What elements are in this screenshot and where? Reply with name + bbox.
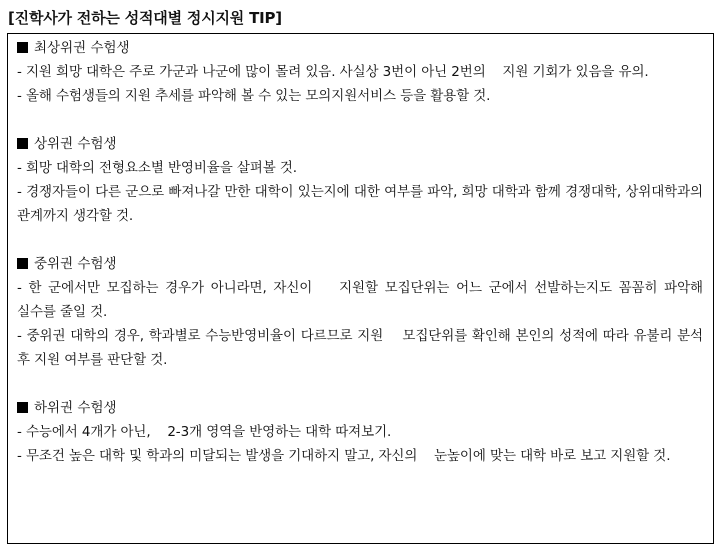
tip-item: - 희망 대학의 전형요소별 반영비율을 살펴볼 것.: [17, 160, 297, 176]
tip-item: - 무조건 높은 대학 및 학과의 미달되는 발생을 기대하지 말고, 자신의 눈높이에 맞는 대학 바로 보고 지원할 것.: [17, 448, 671, 464]
section-heading: [17, 252, 703, 276]
section-heading-label: 중위권 수험생: [34, 256, 117, 272]
section-heading-label: 최상위권 수험생: [34, 40, 130, 56]
tip-item: - 중위권 대학의 경우, 학과별로 수능반영비율이 다르므로 지원 모집단위를 확인해 본인의 성적에 따라 유불리 분석 후 지원 여부를 판단할 것.: [17, 328, 708, 368]
tip-item: - 지원 희망 대학은 주로 가군과 나군에 많이 몰려 있음. 사실상 3번이 아닌 2번의 지원 기회가 있음을 유의.: [17, 64, 649, 80]
square-bullet-icon: [17, 138, 28, 149]
section-middle-rank: [17, 252, 708, 372]
square-bullet-icon: [17, 402, 28, 413]
tip-item: - 한 군에서만 모집하는 경우가 아니라면, 자신이 지원할 모집단위는 어느 군에서 선발하는지도 꼼꼼히 파악해 실수를 줄일 것.: [17, 280, 708, 320]
section-top-rank: [17, 36, 703, 108]
square-bullet-icon: [17, 258, 28, 269]
tips-box: [7, 33, 714, 544]
section-heading: [17, 36, 703, 60]
tip-item: - 경쟁자들이 다른 군으로 빠져나갈 만한 대학이 있는지에 대한 여부를 파악, 희망 대학과 함께 경쟁대학, 상위대학과의 관계까지 생각할 것.: [17, 184, 708, 224]
section-lower-rank: [17, 396, 703, 468]
tip-item: - 올해 수험생들의 지원 추세를 파악해 볼 수 있는 모의지원서비스 등을 활용할 것.: [17, 88, 491, 104]
section-heading: [17, 396, 703, 420]
tip-item: - 수능에서 4개가 아닌, 2-3개 영역을 반영하는 대학 따져보기.: [17, 424, 392, 440]
square-bullet-icon: [17, 42, 28, 53]
section-heading: [17, 132, 703, 156]
section-upper-rank: [17, 132, 708, 228]
document-title: [진학사가 전하는 성적대별 정시지원 TIP]: [8, 9, 282, 27]
section-heading-label: 하위권 수험생: [34, 400, 117, 416]
section-heading-label: 상위권 수험생: [34, 136, 117, 152]
